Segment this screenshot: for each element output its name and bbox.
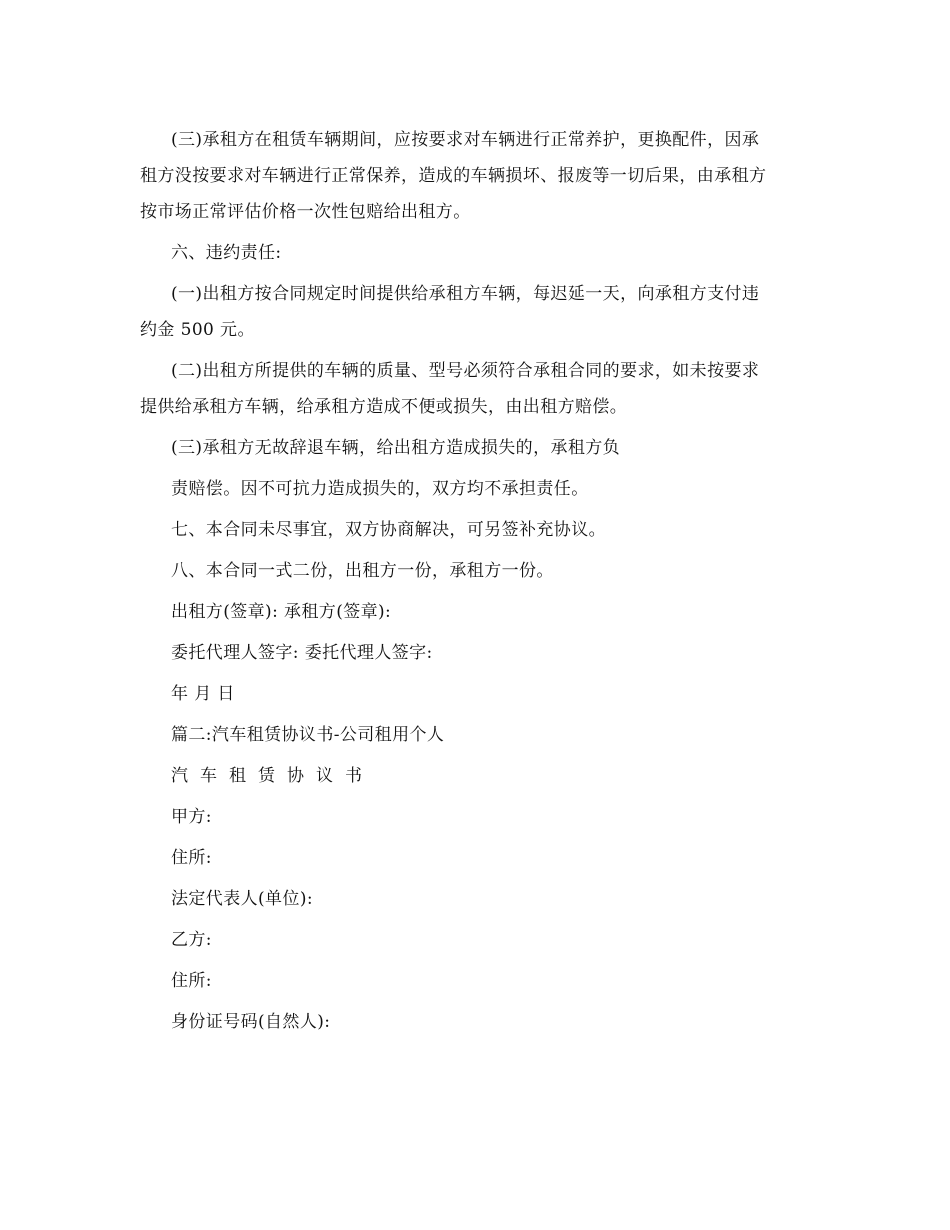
document-line: (三)承租方无故辞退车辆，给出租方造成损失的，承租方负 [171, 438, 621, 458]
document-line: 身份证号码(自然人): [171, 1012, 331, 1032]
document-line: 出租方(签章): 承租方(签章): [171, 602, 392, 622]
document-line: 法定代表人(单位): [171, 889, 313, 909]
document-line: 年 月 日 [171, 684, 235, 704]
document-body [140, 121, 810, 1044]
document-line: 乙方: [171, 930, 212, 950]
document-line: 汽车租赁协议书 [171, 766, 374, 786]
document-line: 住所: [171, 971, 212, 991]
document-line: 甲方: [171, 807, 212, 827]
document-line: 八、本合同一式二份，出租方一份，承租方一份。 [171, 561, 554, 581]
document-line: 提供给承租方车辆，给承租方造成不便或损失，由出租方赔偿。 [140, 397, 628, 417]
document-line: 委托代理人签字: 委托代理人签字: [171, 643, 433, 663]
document-line: 租方没按要求对车辆进行正常保养，造成的车辆损坏、报废等一切后果，由承租方 [140, 166, 767, 186]
document-line: 住所: [171, 848, 212, 868]
document-line: 按市场正常评估价格一次性包赔给出租方。 [140, 202, 471, 222]
document-line: 篇二:汽车租赁协议书-公司租用个人 [171, 725, 445, 745]
document-line: 责赔偿。因不可抗力造成损失的，双方均不承担责任。 [171, 479, 589, 499]
document-line: (三)承租方在租赁车辆期间，应按要求对车辆进行正常养护，更换配件，因承 [171, 130, 760, 150]
document-line: 七、本合同未尽事宜，双方协商解决，可另签补充协议。 [171, 520, 606, 540]
document-line: 六、违约责任: [171, 243, 282, 263]
document-line: (一)出租方按合同规定时间提供给承租方车辆，每迟延一天，向承租方支付违 [171, 284, 760, 304]
document-line: 约金 500 元。 [140, 320, 255, 340]
document-line: (二)出租方所提供的车辆的质量、型号必须符合承租合同的要求，如未按要求 [171, 361, 760, 381]
